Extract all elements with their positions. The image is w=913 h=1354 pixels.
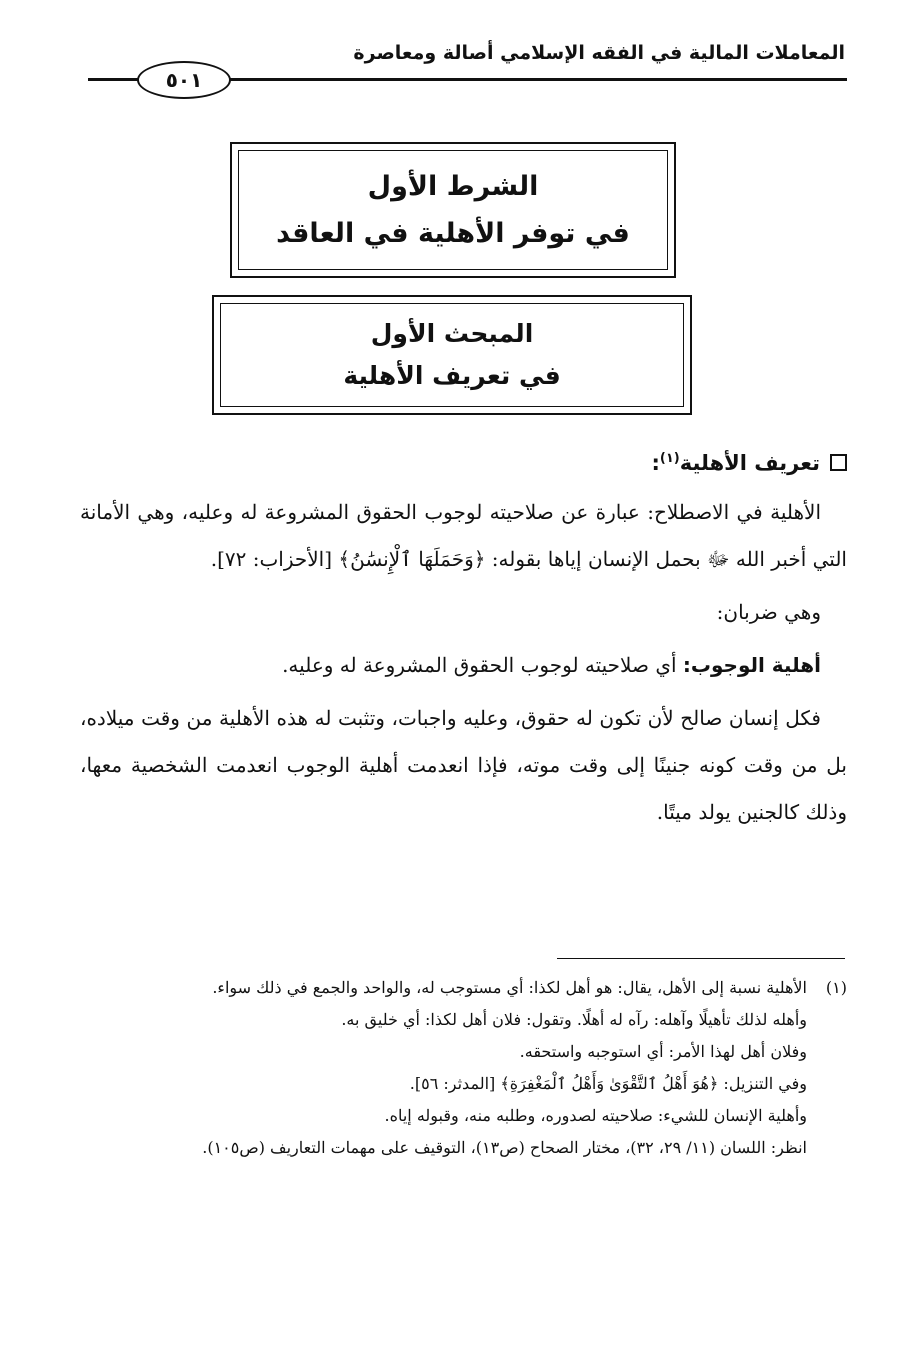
subheading-definition	[80, 440, 847, 487]
subheading-label: تعريف الأهلية	[679, 451, 820, 475]
paragraph-types: وهي ضربان:	[716, 600, 821, 624]
footnote-ref: (١)	[659, 451, 680, 466]
section-heading-box	[212, 295, 692, 415]
page-number: ٥٠١	[137, 61, 231, 99]
section-heading-subtitle: في تعريف الأهلية	[343, 361, 561, 390]
subheading-colon: :	[651, 451, 660, 475]
condition-heading-subtitle: في توفر الأهلية في العاقد	[276, 218, 630, 249]
footnote-line: وأهله لذلك تأهيلًا وآهله: رآه له أهلًا. وتقول: فلان أهل لكذا: أي خليق به.	[341, 1010, 807, 1029]
condition-heading-box	[230, 142, 676, 278]
footnotes	[80, 972, 847, 1164]
footnote-text: الأهلية نسبة إلى الأهل، يقال: هو أهل لكذا: أي مستوجب له، والواحد والجمع في ذلك سواء.	[212, 978, 807, 997]
footnote-line: انظر: اللسان (١١/ ٢٩، ٣٢)، مختار الصحاح (ص١٣)، التوقيف على مهمات التعاريف (ص١٠٥).	[202, 1138, 807, 1157]
condition-heading-title: الشرط الأول	[367, 170, 539, 202]
running-header-title: المعاملات المالية في الفقه الإسلامي أصالة ومعاصرة	[353, 42, 845, 64]
section-heading-title: المبحث الأول	[370, 318, 534, 348]
paragraph-definition: الأهلية في الاصطلاح: عبارة عن صلاحيته لوجوب الحقوق المشروعة له وعليه، وهي الأمانة التي أخبر الله ﷻ بحمل الإنسان إياها بقوله: ﴿وَحَمَلَهَا ٱلْإِنسَٰنُ﴾ [الأحزاب: ٧٢].	[80, 500, 847, 571]
condition-heading-inner-frame	[238, 150, 668, 270]
footnote-line	[80, 972, 847, 1004]
footnote-line: وفلان أهل لهذا الأمر: أي استوجبه واستحقه.	[519, 1042, 807, 1061]
footnote-line: وأهلية الإنسان للشيء: صلاحيته لصدوره، وطلبه منه، وقبوله إياه.	[384, 1106, 807, 1125]
footnote-number: (١)	[825, 978, 847, 997]
section-heading-inner-frame	[220, 303, 684, 407]
paragraph-obligation-capacity	[80, 642, 847, 689]
footnote-divider	[557, 958, 845, 959]
paragraph-explanation: فكل إنسان صالح لأن تكون له حقوق، وعليه واجبات، وتثبت له هذه الأهلية من وقت ميلاده، بل من وقت كونه جنينًا إلى وقت موته، فإذا انعدمت أهلية الوجوب انعدمت الشخصية معها، وذلك كالجنين يولد ميتًا.	[80, 706, 847, 824]
footnote-line: وفي التنزيل: ﴿هُوَ أَهْلُ ٱلتَّقْوَىٰ وَأَهْلُ ٱلْمَغْفِرَةِ﴾ [المدثر: ٥٦].	[409, 1074, 807, 1093]
body-text	[80, 440, 847, 836]
square-bullet-icon	[830, 454, 847, 471]
term-obligation-capacity-text: أي صلاحيته لوجوب الحقوق المشروعة له وعليه.	[282, 653, 683, 677]
term-obligation-capacity: أهلية الوجوب:	[682, 653, 821, 677]
